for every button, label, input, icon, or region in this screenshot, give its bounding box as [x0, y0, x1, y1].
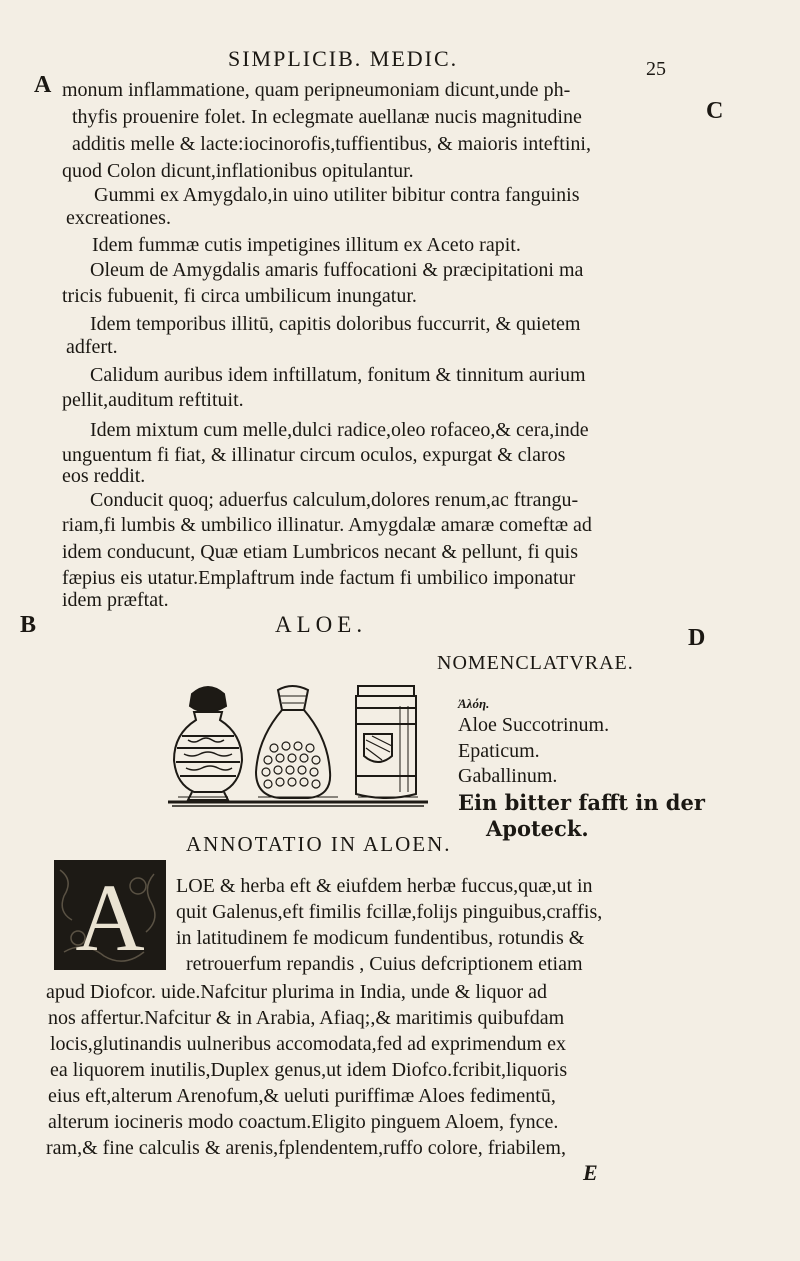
text-line: Idem temporibus illitū, capitis doloribus fuccurrit, & quietem	[90, 313, 581, 335]
text-line: quod Colon dicunt,inflationibus opitulantur.	[62, 160, 414, 182]
text-line: quit Galenus,eft fimilis fcillæ,folijs pinguibus,craffis,	[176, 901, 603, 923]
synonym-item: Aloe Succotrinum.	[458, 714, 610, 736]
text-line: locis,glutinandis uulneribus accomodata,fed ad exprimendum ex	[50, 1033, 566, 1055]
text-line: excreationes.	[66, 207, 171, 229]
initial-letter: A	[75, 864, 145, 970]
text-line: LOE & herba eft & eiufdem herbæ fuccus,quæ,ut in	[176, 875, 593, 897]
text-line: alterum iocineris modo coactum.Eligito pinguem Aloem, fynce.	[48, 1111, 559, 1133]
text-line: Gummi ex Amygdalo,in uino utiliter bibitur contra fanguinis	[94, 184, 580, 206]
folio-number: 25	[646, 58, 666, 80]
margin-letter-e: E	[583, 1160, 598, 1185]
text-line: riam,fi lumbis & umbilico illinatur. Amygdalæ amaræ comeftæ ad	[62, 514, 592, 536]
text-line: monum inflammatione, quam peripneumoniam dicunt,unde ph-	[62, 79, 571, 101]
text-line: Idem fummæ cutis impetigines illitum ex Aceto rapit.	[92, 234, 521, 256]
text-line: tricis fubuenit, fi circa umbilicum inungatur.	[62, 285, 417, 307]
text-line: Idem mixtum cum melle,dulci radice,oleo rofaceo,& cera,inde	[90, 419, 589, 441]
decorated-initial	[54, 860, 166, 970]
text-line: in latitudinem fe modicum fundentibus, rotundis &	[176, 927, 585, 949]
margin-letter-b: B	[20, 612, 37, 638]
text-line: pellit,auditum reftituit.	[62, 389, 244, 411]
text-line: thyfis prouenire folet. In eclegmate auellanæ nucis magnitudine	[72, 106, 582, 128]
text-line: eius eft,alterum Arenofum,& ueluti puriffimæ Aloes fedimentū,	[48, 1085, 556, 1107]
text-line: Oleum de Amygdalis amaris fuffocationi & præcipitationi ma	[90, 259, 584, 281]
text-line: retrouerfum repandis , Cuius defcriptionem etiam	[186, 953, 583, 975]
margin-letter-c: C	[706, 98, 724, 124]
synonym-item: Gaballinum.	[458, 765, 558, 787]
text-line: idem conducunt, Quæ etiam Lumbricos necant & pellunt, fi quis	[62, 541, 579, 563]
synonym-item: Epaticum.	[458, 740, 540, 762]
text-line: eos reddit.	[62, 465, 146, 487]
text-line: unguentum fi fiat, & illinatur circum oculos, expurgat & claros	[62, 444, 566, 466]
german-name-line: Apoteck.	[486, 816, 589, 841]
margin-letter-d: D	[688, 625, 706, 651]
text-line: Calidum auribus idem inftillatum, fonitum & tinnitum aurium	[90, 364, 586, 386]
text-line: idem præftat.	[62, 589, 169, 611]
text-line: adfert.	[66, 336, 118, 358]
annotation-heading: ANNOTATIO IN ALOEN.	[186, 832, 452, 856]
section-title: ALOE.	[275, 612, 368, 637]
text-line: apud Diofcor. uide.Nafcitur plurima in India, unde & liquor ad	[46, 981, 547, 1003]
text-line: ram,& fine calculis & arenis,fplendentem,ruffo colore, friabilem,	[46, 1137, 566, 1159]
apothecary-jars-woodcut	[168, 676, 428, 812]
text-line: Conducit quoq; aduerfus calculum,dolores renum,ac ftrangu-	[90, 489, 579, 511]
greek-name: Ἀλόη.	[458, 696, 490, 711]
text-line: nos affertur.Nafcitur & in Arabia, Afiaq;,& maritimis quibufdam	[48, 1007, 565, 1029]
nomenclature-heading: NOMENCLATVRAE.	[437, 652, 634, 674]
margin-letter-a: A	[34, 72, 52, 98]
german-name-line: Ein bitter fafft in der	[458, 790, 705, 815]
text-line: ea liquorem inutilis,Duplex genus,ut idem Diofco.fcribit,liquoris	[50, 1059, 568, 1081]
text-line: additis melle & lacte:iocinorofis,tuffientibus, & maioris inteftini,	[72, 133, 591, 155]
text-line: fæpius eis utatur.Emplaftrum inde factum fi umbilico imponatur	[62, 567, 576, 589]
running-title: SIMPLICIB. MEDIC.	[228, 46, 459, 71]
